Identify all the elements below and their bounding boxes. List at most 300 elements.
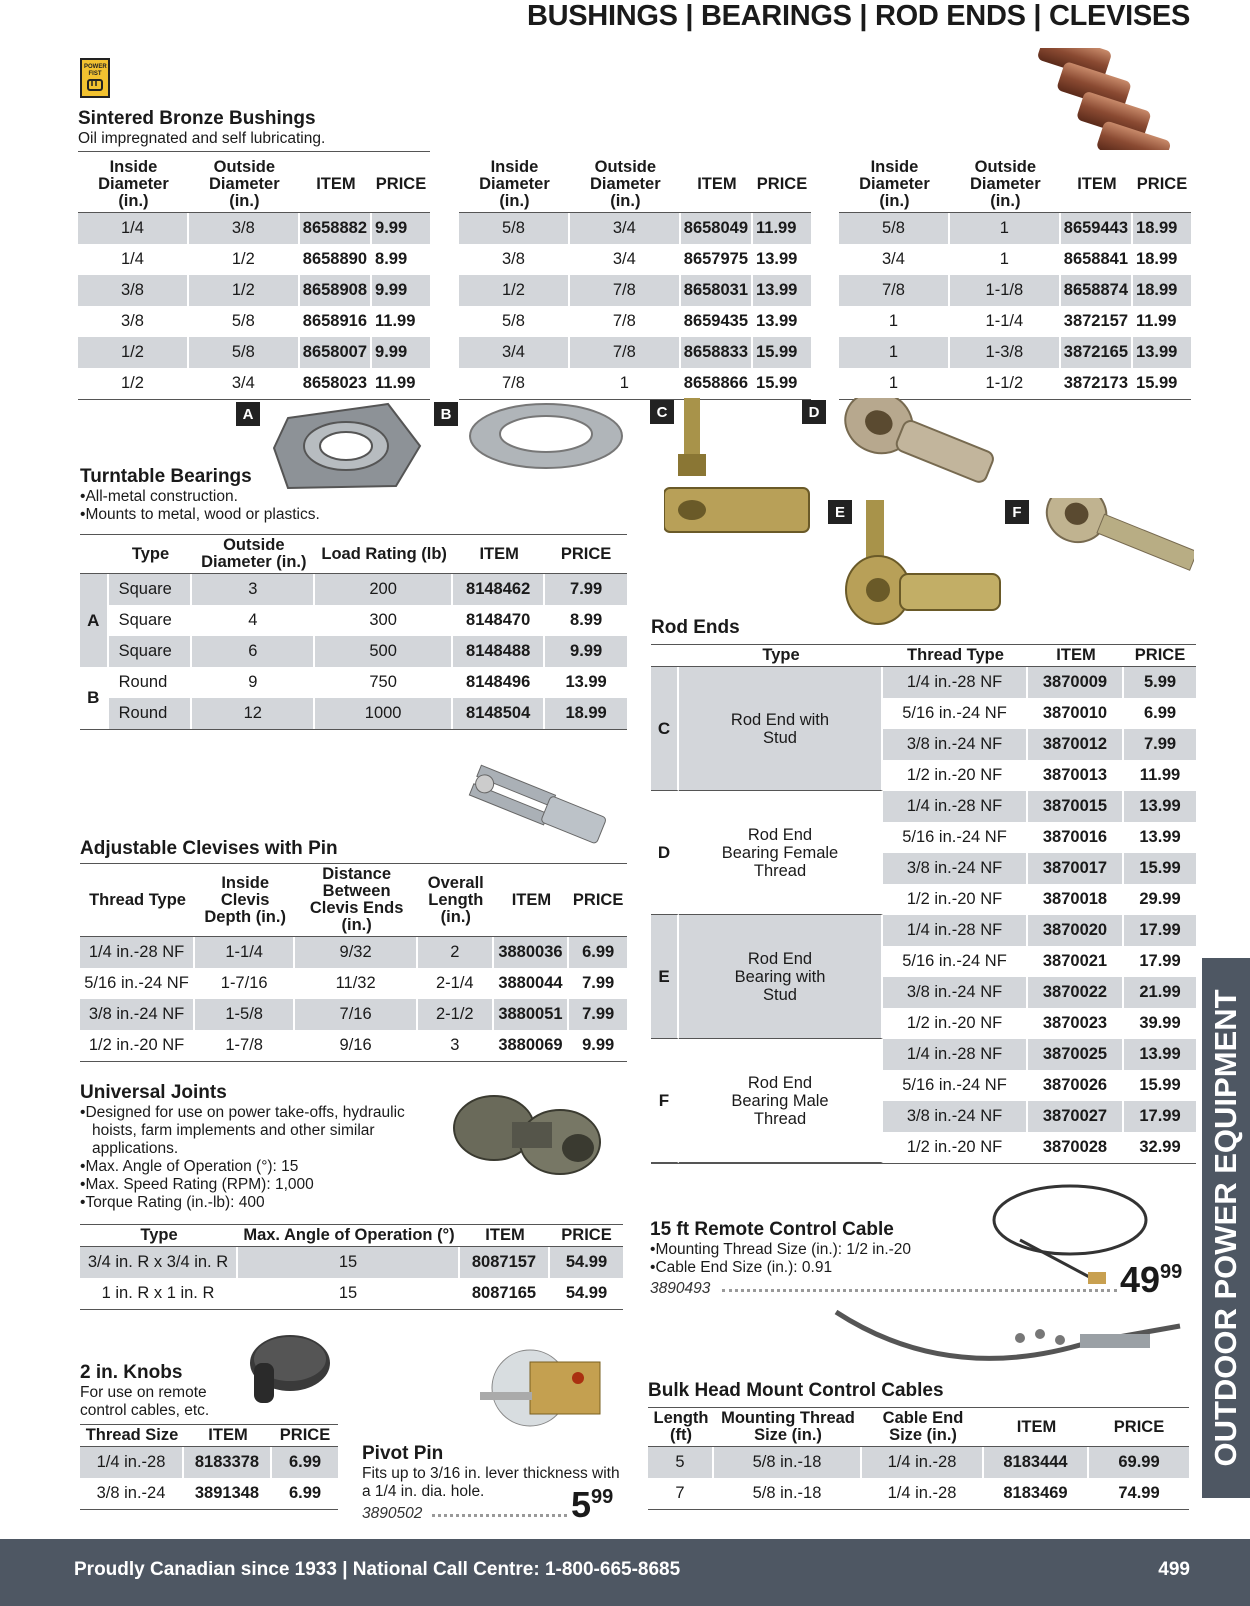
remote-price-dollars: 49 <box>1120 1259 1161 1300</box>
table-cell: 5/16 in.-24 NF <box>883 698 1028 729</box>
table-cell: 54.99 <box>565 1284 608 1302</box>
table-cell: 8148470 <box>453 605 545 636</box>
table-cell: 2-1/4 <box>418 968 494 999</box>
table-cell: 9/16 <box>295 1030 418 1061</box>
column-header: Type <box>679 645 883 667</box>
column-header: PRICE <box>569 864 627 937</box>
turntable-title: Turntable Bearings <box>80 466 252 487</box>
table-cell: 3/8 in.-24 NF <box>883 729 1028 760</box>
table-cell: 11.99 <box>375 374 416 392</box>
table-cell: 1/2 <box>78 368 189 399</box>
pivot-item: 3890502 <box>362 1505 423 1522</box>
table-cell: 3/8 <box>78 306 189 337</box>
table-cell: 1/4 in.-28 NF <box>883 667 1028 698</box>
table-cell: 1-7/16 <box>195 968 295 999</box>
table-cell: 1-1/4 <box>950 306 1061 337</box>
table-cell: 15 <box>238 1247 460 1278</box>
table-cell: 8658007 <box>300 337 372 368</box>
group-label: B <box>80 667 109 729</box>
bushings-table <box>78 157 430 400</box>
table-row <box>651 791 1196 822</box>
remote-price <box>1120 1259 1182 1301</box>
table-cell: 8183378 <box>184 1447 272 1478</box>
table-cell: 8148488 <box>453 636 545 667</box>
table-cell: Square <box>109 636 193 667</box>
image-label-c: C <box>650 400 674 424</box>
group-type: Rod End with Stud <box>679 667 883 791</box>
remote-bullet: • Mounting Thread Size (in.): 1/2 in.-20 <box>650 1241 1010 1259</box>
column-header: Outside Diameter (in.) <box>189 157 300 213</box>
table-cell: 1/4 in.-28 <box>80 1447 184 1478</box>
table-cell: 13.99 <box>756 250 798 268</box>
column-header: Inside Diameter (in.) <box>459 157 570 213</box>
table-cell: 3/8 in.-24 NF <box>80 999 195 1030</box>
table-cell: 3870018 <box>1028 884 1124 915</box>
table-cell: 7/8 <box>570 306 681 337</box>
column-header: ITEM <box>681 157 753 213</box>
table-cell: 1-3/8 <box>950 337 1061 368</box>
table-cell: 7/8 <box>459 368 570 399</box>
table-cell: 12 <box>192 698 315 729</box>
table-row <box>78 244 430 275</box>
bushings-title: Sintered Bronze Bushings <box>78 108 316 129</box>
table-cell: 300 <box>315 605 453 636</box>
group-label: A <box>80 574 109 667</box>
table-cell: Round <box>109 698 193 729</box>
ujoints-bullet: • Max. Angle of Operation (°): 15 <box>80 1158 410 1176</box>
table-row <box>459 306 811 337</box>
table-cell: 5.99 <box>1124 667 1196 698</box>
table-cell: 1/4 in.-28 <box>862 1478 984 1509</box>
group-label: D <box>651 791 679 915</box>
table-cell: 1-1/8 <box>950 275 1061 306</box>
column-header: ITEM <box>1028 645 1124 667</box>
rodends-table <box>651 644 1196 1164</box>
table-cell: 39.99 <box>1139 1014 1181 1032</box>
table-cell: 3880036 <box>494 937 570 968</box>
footer-contact: Proudly Canadian since 1933 | National Call Centre: 1-800-665-8685 <box>74 1559 681 1580</box>
knob-image <box>240 1325 332 1415</box>
table-cell: 5/16 in.-24 NF <box>883 946 1028 977</box>
pivot-price-cents: 99 <box>591 1486 614 1508</box>
table-cell: 8658023 <box>300 368 372 399</box>
table-cell: 17.99 <box>1124 1101 1196 1132</box>
table-cell: 1/4 in.-28 NF <box>883 915 1028 946</box>
group-type: Rod End Bearing Female Thread <box>679 791 883 915</box>
table-cell: 3870021 <box>1028 946 1124 977</box>
table-cell: Round <box>109 667 193 698</box>
table-cell: 5 <box>648 1447 714 1478</box>
pivot-price <box>571 1484 613 1526</box>
bushings-subtitle: Oil impregnated and self lubricating. <box>78 130 326 147</box>
table-cell: 13.99 <box>565 673 607 691</box>
table-cell: 5/8 <box>189 337 300 368</box>
table-cell: 18.99 <box>1133 213 1191 244</box>
table-cell: 9.99 <box>372 275 430 306</box>
table-cell: 17.99 <box>1124 915 1196 946</box>
table-cell: 5/8 <box>459 213 570 244</box>
turntable-table <box>80 534 627 730</box>
table-cell: 32.99 <box>1139 1138 1181 1156</box>
table-cell: 1/4 in.-28 NF <box>80 937 195 968</box>
column-header: Thread Type <box>883 645 1028 667</box>
ujoints-bullet: • Max. Speed Rating (RPM): 1,000 <box>80 1176 410 1194</box>
footer-bar <box>0 1539 1250 1606</box>
table-cell: 11.99 <box>1136 312 1177 330</box>
table-cell: 3870027 <box>1028 1101 1124 1132</box>
table-row <box>80 1030 627 1061</box>
table-cell: 5/8 <box>839 213 950 244</box>
table-cell: 8183444 <box>984 1447 1089 1478</box>
table-cell: 1/2 in.-20 NF <box>883 884 1028 915</box>
table-cell: 1/4 <box>78 213 189 244</box>
table-cell: 5/16 in.-24 NF <box>80 968 195 999</box>
remote-item: 3890493 <box>650 1280 711 1297</box>
table-cell: 6.99 <box>272 1447 338 1478</box>
table-row <box>80 605 627 636</box>
table-row <box>651 667 1196 698</box>
table-cell: 8658833 <box>681 337 753 368</box>
table-cell: 3872173 <box>1061 368 1133 399</box>
column-header: PRICE <box>1124 645 1196 667</box>
rodends-title: Rod Ends <box>651 617 740 638</box>
table-cell: 7/8 <box>839 275 950 306</box>
table-cell: 9.99 <box>582 1036 615 1054</box>
table-cell: 3891348 <box>184 1478 272 1509</box>
table-cell: 500 <box>315 636 453 667</box>
table-cell: 7.99 <box>569 999 627 1030</box>
table-cell: 17.99 <box>1139 952 1181 970</box>
bulkhead-title: Bulk Head Mount Control Cables <box>648 1380 944 1401</box>
table-cell: 18.99 <box>1136 250 1178 268</box>
table-cell: 8658890 <box>300 244 372 275</box>
column-header: ITEM <box>1061 157 1133 213</box>
table-cell: 1 <box>839 368 950 399</box>
table-row <box>839 244 1191 275</box>
table-cell: 3870023 <box>1028 1008 1124 1039</box>
table-cell: Square <box>109 605 193 636</box>
table-cell: 1/2 <box>189 244 300 275</box>
table-row <box>839 275 1191 306</box>
column-header: ITEM <box>300 157 372 213</box>
group-label: F <box>651 1039 679 1163</box>
table-cell: 3870025 <box>1028 1039 1124 1070</box>
table-cell: 1-5/8 <box>195 999 295 1030</box>
image-label-e: E <box>828 500 852 524</box>
column-header: ITEM <box>453 535 545 574</box>
table-cell: 1 <box>950 244 1061 275</box>
table-row <box>839 306 1191 337</box>
table-row <box>80 1447 338 1478</box>
group-label: E <box>651 915 679 1039</box>
table-cell: 3/4 <box>459 337 570 368</box>
table-row <box>839 337 1191 368</box>
table-cell: 6.99 <box>1143 704 1177 722</box>
column-header: Distance Between Clevis Ends (in.) <box>295 864 418 937</box>
knobs-subtitle: For use on remote control cables, etc. <box>80 1384 210 1419</box>
table-cell: 15.99 <box>1139 1076 1181 1094</box>
table-row <box>78 213 430 244</box>
table-cell: 3870017 <box>1028 853 1124 884</box>
table-cell: 9/32 <box>295 937 418 968</box>
table-cell: 2 <box>418 937 494 968</box>
table-cell: 8148504 <box>453 698 545 729</box>
table-cell: 7/8 <box>570 337 681 368</box>
column-header: ITEM <box>460 1225 550 1247</box>
column-header: ITEM <box>984 1408 1089 1447</box>
table-row <box>459 213 811 244</box>
bushings-table <box>839 157 1191 400</box>
bulkhead-cable-image <box>830 1306 1190 1378</box>
column-header: PRICE <box>545 535 627 574</box>
ujoints-table <box>80 1224 623 1310</box>
table-row <box>80 1278 623 1309</box>
table-row <box>80 1247 623 1278</box>
table-cell: 15 <box>238 1278 460 1309</box>
table-cell: 3872165 <box>1061 337 1133 368</box>
table-row <box>80 1478 338 1509</box>
table-cell: 1/4 in.-28 NF <box>883 1039 1028 1070</box>
table-cell: 13.99 <box>1133 337 1191 368</box>
table-cell: 3870012 <box>1028 729 1124 760</box>
page-title: BUSHINGS | BEARINGS | ROD ENDS | CLEVISES <box>526 0 1190 32</box>
table-cell: 1/2 in.-20 NF <box>883 760 1028 791</box>
table-row <box>80 636 627 667</box>
bushings-table <box>459 157 811 400</box>
table-cell: 2-1/2 <box>418 999 494 1030</box>
column-header: ITEM <box>494 864 570 937</box>
table-cell: 3870028 <box>1028 1132 1124 1163</box>
column-header: Overall Length (in.) <box>418 864 494 937</box>
table-cell: 1-1/4 <box>195 937 295 968</box>
image-label-f: F <box>1005 500 1029 524</box>
group-label: C <box>651 667 679 791</box>
table-cell: 1-7/8 <box>195 1030 295 1061</box>
table-cell: 7 <box>648 1478 714 1509</box>
table-cell: 69.99 <box>1089 1447 1189 1478</box>
table-cell: 750 <box>315 667 453 698</box>
table-cell: 13.99 <box>1124 1039 1196 1070</box>
table-cell: 8658882 <box>300 213 372 244</box>
table-cell: 5/8 in.-18 <box>714 1447 862 1478</box>
table-cell: 3870010 <box>1028 698 1124 729</box>
table-cell: 200 <box>315 574 453 605</box>
table-cell: 11.99 <box>753 213 811 244</box>
table-row <box>459 337 811 368</box>
table-cell: 3870016 <box>1028 822 1124 853</box>
table-cell: 5/8 in.-18 <box>714 1478 862 1509</box>
table-cell: 9.99 <box>372 337 430 368</box>
table-cell: 5/16 in.-24 NF <box>883 822 1028 853</box>
knobs-table <box>80 1424 338 1510</box>
table-cell: 15.99 <box>1124 853 1196 884</box>
turntable-bullet: • Mounts to metal, wood or plastics. <box>80 506 320 524</box>
universal-joint-image <box>448 1084 608 1182</box>
table-row <box>80 698 627 729</box>
column-header: Thread Size <box>80 1425 184 1447</box>
table-cell: 1 <box>839 306 950 337</box>
table-row <box>80 574 627 605</box>
table-cell: 3872157 <box>1061 306 1133 337</box>
table-cell: 8659443 <box>1061 213 1133 244</box>
table-cell: 21.99 <box>1124 977 1196 1008</box>
table-cell: 8183469 <box>984 1478 1089 1509</box>
table-cell: 11.99 <box>375 312 416 330</box>
table-cell: 9.99 <box>372 213 430 244</box>
table-cell: 1 <box>570 368 681 399</box>
turntable-bullet: • All-metal construction. <box>80 488 320 506</box>
table-cell: 1 <box>950 213 1061 244</box>
table-row <box>80 999 627 1030</box>
table-cell: 13.99 <box>1124 791 1196 822</box>
table-row <box>80 968 627 999</box>
table-cell: 1/4 in.-28 NF <box>883 791 1028 822</box>
column-header: Thread Type <box>80 864 195 937</box>
table-cell: 8658841 <box>1061 244 1133 275</box>
rod-end-bearing-stud-image <box>844 500 1004 632</box>
table-row <box>78 275 430 306</box>
column-header: PRICE <box>272 1425 338 1447</box>
table-cell: 3/4 <box>839 244 950 275</box>
table-cell: 8087165 <box>460 1278 550 1309</box>
table-cell: 5/16 in.-24 NF <box>883 1070 1028 1101</box>
table-cell: 1 in. R x 1 in. R <box>80 1278 238 1309</box>
column-header: Type <box>80 1225 238 1247</box>
column-header: Inside Diameter (in.) <box>839 157 950 213</box>
column-header: Load Rating (lb) <box>315 535 453 574</box>
column-header: Inside Clevis Depth (in.) <box>195 864 295 937</box>
table-cell: 8658874 <box>1061 275 1133 306</box>
table-cell: 8.99 <box>375 250 408 268</box>
pivot-price-dollars: 5 <box>571 1484 592 1525</box>
column-header: Max. Angle of Operation (°) <box>238 1225 460 1247</box>
table-row <box>80 667 627 698</box>
table-cell: 8658031 <box>681 275 753 306</box>
table-row <box>78 306 430 337</box>
table-cell: 8.99 <box>570 611 603 629</box>
table-cell: 29.99 <box>1139 890 1181 908</box>
table-row <box>459 244 811 275</box>
table-row <box>80 937 627 968</box>
table-cell: 3870022 <box>1028 977 1124 1008</box>
table-cell: Square <box>109 574 193 605</box>
rod-end-male-image <box>1034 498 1194 590</box>
table-cell: 18.99 <box>545 698 627 729</box>
table-cell: 3870013 <box>1028 760 1124 791</box>
image-label-b: B <box>434 402 458 426</box>
fist-icon <box>86 78 104 92</box>
table-cell: 1/2 <box>459 275 570 306</box>
column-header: PRICE <box>753 157 811 213</box>
group-type: Rod End Bearing Male Thread <box>679 1039 883 1163</box>
table-cell: 9 <box>192 667 315 698</box>
table-cell: 3 <box>192 574 315 605</box>
table-cell: 8658908 <box>300 275 372 306</box>
table-cell: 1/2 <box>189 275 300 306</box>
table-cell: 3880044 <box>494 968 570 999</box>
table-cell: 1/2 in.-20 NF <box>80 1030 195 1061</box>
column-header: PRICE <box>372 157 430 213</box>
table-cell: 3/8 in.-24 NF <box>883 1101 1028 1132</box>
table-cell: 15.99 <box>1136 374 1178 392</box>
table-cell: 3870009 <box>1028 667 1124 698</box>
table-cell: 3870026 <box>1028 1070 1124 1101</box>
table-cell: 3870015 <box>1028 791 1124 822</box>
clevises-table <box>80 863 627 1062</box>
table-cell: 3880069 <box>494 1030 570 1061</box>
page-number: 499 <box>1158 1559 1190 1580</box>
table-cell: 3/8 in.-24 NF <box>883 853 1028 884</box>
table-cell: 4 <box>192 605 315 636</box>
column-header: Type <box>109 535 193 574</box>
table-cell: 3/8 <box>78 275 189 306</box>
ujoints-bullet: • Designed for use on power take-offs, hydraulic hoists, farm implements and other similar applications. <box>80 1104 410 1158</box>
bronze-bushings-image <box>1028 48 1193 150</box>
group-type: Rod End Bearing with Stud <box>679 915 883 1039</box>
table-cell: 13.99 <box>1139 828 1181 846</box>
bulkhead-table <box>648 1407 1189 1510</box>
round-turntable-image <box>466 400 626 472</box>
category-side-tab <box>1202 958 1250 1498</box>
column-header: Inside Diameter (in.) <box>78 157 189 213</box>
brand-logo <box>80 58 110 98</box>
table-cell: 8658916 <box>300 306 372 337</box>
table-cell: 8657975 <box>681 244 753 275</box>
table-cell: 9.99 <box>545 636 627 667</box>
clevis-image <box>448 760 608 860</box>
table-cell: 7.99 <box>582 974 615 992</box>
table-cell: 74.99 <box>1118 1484 1160 1502</box>
image-label-d: D <box>802 400 826 424</box>
table-cell: 1/4 in.-28 <box>862 1447 984 1478</box>
table-cell: 3/4 <box>189 368 300 399</box>
table-cell: 7/8 <box>570 275 681 306</box>
table-cell: 1/4 <box>78 244 189 275</box>
table-cell: 1 <box>839 337 950 368</box>
table-cell: 7.99 <box>545 574 627 605</box>
column-header: PRICE <box>1089 1408 1189 1447</box>
column-header: PRICE <box>1133 157 1191 213</box>
table-cell: 3/8 in.-24 <box>80 1478 184 1509</box>
table-cell: 54.99 <box>550 1247 623 1278</box>
table-cell: 1000 <box>315 698 453 729</box>
table-cell: 13.99 <box>753 275 811 306</box>
table-cell: 11.99 <box>1139 766 1181 784</box>
table-cell: 15.99 <box>756 374 798 392</box>
table-cell: 7.99 <box>1124 729 1196 760</box>
table-row <box>648 1447 1189 1478</box>
table-cell: 5/8 <box>189 306 300 337</box>
table-row <box>78 368 430 399</box>
table-cell: 1/2 in.-20 NF <box>883 1132 1028 1163</box>
table-cell: 8148462 <box>453 574 545 605</box>
pivot-pin-image <box>480 1344 620 1434</box>
table-cell: 6 <box>192 636 315 667</box>
table-cell: 3/4 in. R x 3/4 in. R <box>80 1247 238 1278</box>
table-row <box>459 368 811 399</box>
table-cell: 3870020 <box>1028 915 1124 946</box>
table-cell: 1/2 in.-20 NF <box>883 1008 1028 1039</box>
table-cell: 8087157 <box>460 1247 550 1278</box>
table-cell: 8658049 <box>681 213 753 244</box>
table-cell: 3/8 <box>189 213 300 244</box>
brand-logo-text: POWER FIST <box>84 64 107 77</box>
column-header: ITEM <box>184 1425 272 1447</box>
table-cell: 6.99 <box>288 1484 322 1502</box>
table-row <box>78 337 430 368</box>
pivot-desc: Fits up to 3/16 in. lever thickness with a 1/4 in. dia. hole. <box>362 1465 620 1500</box>
table-row <box>839 213 1191 244</box>
